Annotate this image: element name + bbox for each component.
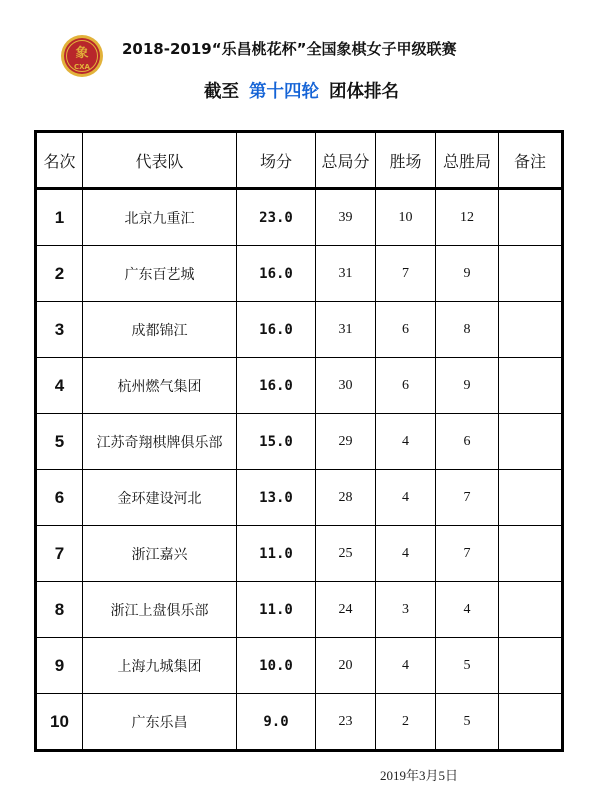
cell-note xyxy=(499,358,563,414)
table-row xyxy=(36,526,563,582)
col-header-total: 总局分 xyxy=(316,132,376,189)
logo-char: 象 xyxy=(75,46,89,61)
cell-points: 16.0 xyxy=(237,358,316,414)
logo-text: CXA xyxy=(74,63,90,71)
cell-note xyxy=(499,246,563,302)
cell-points: 16.0 xyxy=(237,246,316,302)
cell-total-wins: 12 xyxy=(436,189,499,246)
cell-team: 浙江上盘俱乐部 xyxy=(83,582,237,638)
cell-points: 10.0 xyxy=(237,638,316,694)
cell-total-wins: 7 xyxy=(436,526,499,582)
cell-total-wins: 5 xyxy=(436,694,499,751)
cell-note xyxy=(499,582,563,638)
table-header-row xyxy=(36,132,563,189)
cell-team: 金环建设河北 xyxy=(83,470,237,526)
cell-rank: 1 xyxy=(36,189,83,246)
ranking-table xyxy=(34,130,564,752)
cell-rank: 10 xyxy=(36,694,83,751)
cell-team: 广东乐昌 xyxy=(83,694,237,751)
cell-team: 北京九重汇 xyxy=(83,189,237,246)
cell-wins: 6 xyxy=(376,302,436,358)
table-row xyxy=(36,246,563,302)
cell-team: 上海九城集团 xyxy=(83,638,237,694)
cell-team: 江苏奇翔棋牌俱乐部 xyxy=(83,414,237,470)
cell-points: 23.0 xyxy=(237,189,316,246)
cell-total-wins: 7 xyxy=(436,470,499,526)
cell-total: 23 xyxy=(316,694,376,751)
table-row xyxy=(36,414,563,470)
cell-team: 杭州燃气集团 xyxy=(83,358,237,414)
cxa-logo xyxy=(60,34,104,78)
cell-team: 广东百艺城 xyxy=(83,246,237,302)
cell-note xyxy=(499,302,563,358)
table-row xyxy=(36,358,563,414)
cell-rank: 9 xyxy=(36,638,83,694)
cell-points: 9.0 xyxy=(237,694,316,751)
col-header-note: 备注 xyxy=(499,132,563,189)
cell-note xyxy=(499,414,563,470)
cell-total: 28 xyxy=(316,470,376,526)
cell-rank: 7 xyxy=(36,526,83,582)
col-header-points: 场分 xyxy=(237,132,316,189)
cell-wins: 10 xyxy=(376,189,436,246)
cell-note xyxy=(499,694,563,751)
cell-total: 24 xyxy=(316,582,376,638)
cell-points: 13.0 xyxy=(237,470,316,526)
col-header-wins: 胜场 xyxy=(376,132,436,189)
page-title: 2018-2019“乐昌桃花杯”全国象棋女子甲级联赛 xyxy=(122,40,457,58)
cell-wins: 4 xyxy=(376,638,436,694)
col-header-rank: 名次 xyxy=(36,132,83,189)
cell-rank: 6 xyxy=(36,470,83,526)
cell-wins: 3 xyxy=(376,582,436,638)
cell-total: 25 xyxy=(316,526,376,582)
cell-wins: 4 xyxy=(376,414,436,470)
cell-rank: 5 xyxy=(36,414,83,470)
table-row xyxy=(36,470,563,526)
cell-team: 成都锦江 xyxy=(83,302,237,358)
cell-team: 浙江嘉兴 xyxy=(83,526,237,582)
report-date: 2019年3月5日 xyxy=(380,768,459,783)
cell-rank: 3 xyxy=(36,302,83,358)
cell-total: 20 xyxy=(316,638,376,694)
cell-points: 11.0 xyxy=(237,526,316,582)
cell-wins: 6 xyxy=(376,358,436,414)
cell-total: 30 xyxy=(316,358,376,414)
cell-note xyxy=(499,189,563,246)
cell-note xyxy=(499,470,563,526)
cell-wins: 7 xyxy=(376,246,436,302)
cell-total-wins: 9 xyxy=(436,358,499,414)
subtitle-suffix: 团体排名 xyxy=(329,82,399,102)
table-row xyxy=(36,189,563,246)
table-row xyxy=(36,694,563,751)
cell-wins: 2 xyxy=(376,694,436,751)
cell-wins: 4 xyxy=(376,526,436,582)
cell-total: 31 xyxy=(316,246,376,302)
page-subtitle xyxy=(0,78,603,103)
cell-total-wins: 4 xyxy=(436,582,499,638)
table-row xyxy=(36,638,563,694)
cell-rank: 2 xyxy=(36,246,83,302)
cell-points: 15.0 xyxy=(237,414,316,470)
cell-total-wins: 8 xyxy=(436,302,499,358)
col-header-total-wins: 总胜局 xyxy=(436,132,499,189)
table-row xyxy=(36,302,563,358)
cell-total-wins: 9 xyxy=(436,246,499,302)
cell-total: 31 xyxy=(316,302,376,358)
cell-points: 11.0 xyxy=(237,582,316,638)
cell-total: 39 xyxy=(316,189,376,246)
cell-points: 16.0 xyxy=(237,302,316,358)
cell-total-wins: 6 xyxy=(436,414,499,470)
cell-note xyxy=(499,638,563,694)
cell-rank: 8 xyxy=(36,582,83,638)
cell-rank: 4 xyxy=(36,358,83,414)
cell-total-wins: 5 xyxy=(436,638,499,694)
cell-wins: 4 xyxy=(376,470,436,526)
subtitle-prefix: 截至 xyxy=(204,82,239,102)
cell-total: 29 xyxy=(316,414,376,470)
subtitle-round: 第十四轮 xyxy=(249,82,319,102)
table-row xyxy=(36,582,563,638)
cell-note xyxy=(499,526,563,582)
col-header-team: 代表队 xyxy=(83,132,237,189)
